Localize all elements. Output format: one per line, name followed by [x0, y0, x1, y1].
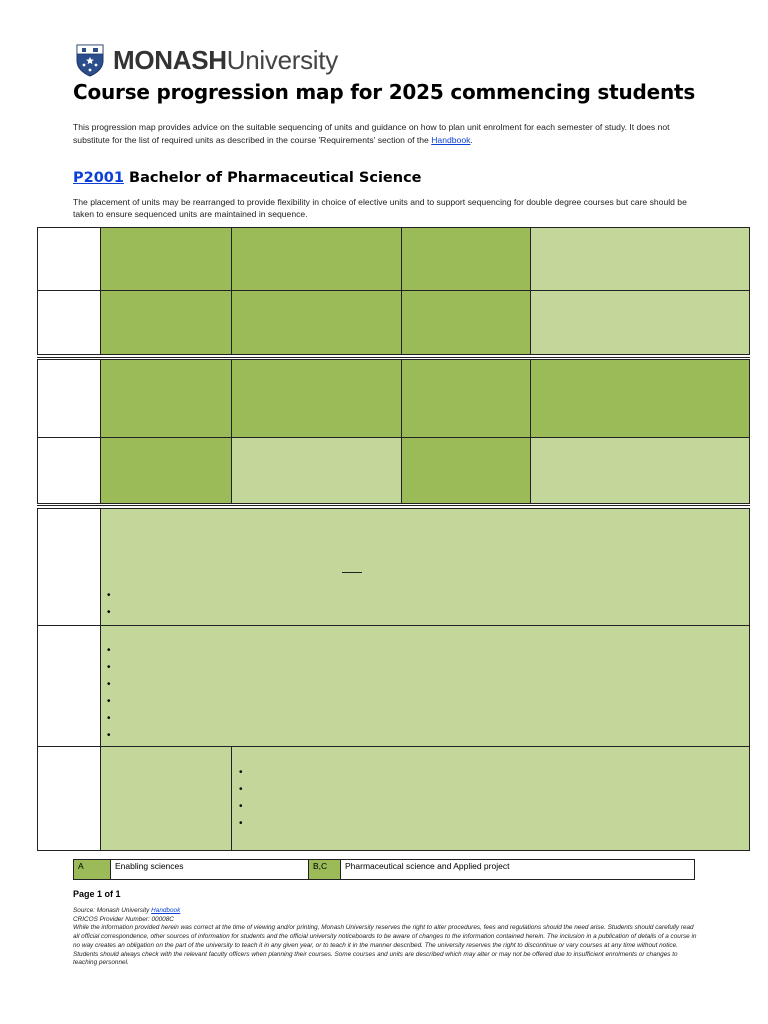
- list-bullet: •: [107, 645, 111, 656]
- unit-cell: [100, 746, 232, 851]
- list-bullet: •: [239, 818, 243, 829]
- year-divider: [37, 505, 750, 506]
- unit-options-cell: [100, 508, 750, 626]
- placement-note: The placement of units may be rearranged to provide flexibility in choice of elective units and to support sequencing for double degree courses but care should be taken to ensure sequenced units are maintained in sequence.: [73, 197, 687, 219]
- course-heading: [73, 170, 422, 186]
- unit-cell: [401, 290, 531, 355]
- logo-monash: MONASH: [113, 45, 227, 75]
- unit-cell: [530, 359, 750, 438]
- year-divider: [37, 357, 750, 358]
- intro-text: This progression map provides advice on the suitable sequencing of units and guidance on how to plan unit enrolment for each semester of study. It does not substitute for the list of required units as described in the course 'Requirements' section of the: [73, 122, 670, 145]
- list-bullet: •: [107, 590, 111, 601]
- course-name: Bachelor of Pharmaceutical Science: [129, 170, 422, 186]
- page-title: Course progression map for 2025 commencing students: [73, 80, 696, 104]
- footer-cricos: CRICOS Provider Number: 00008C: [73, 915, 174, 923]
- year2-sem2-label-cell: [37, 437, 101, 504]
- underline-mark: [342, 572, 362, 573]
- list-bullet: •: [107, 696, 111, 707]
- unit-options-cell: [231, 746, 750, 851]
- unit-cell: [231, 227, 402, 291]
- footer-source-text: Source: Monash University: [73, 907, 150, 914]
- legend-a-label: Enabling sciences: [111, 860, 309, 879]
- handbook-link[interactable]: Handbook: [431, 135, 471, 145]
- unit-cell: [100, 437, 232, 504]
- unit-cell: [530, 290, 750, 355]
- intro-paragraph: [73, 121, 703, 147]
- unit-cell: [401, 359, 531, 438]
- year1-sem2-label-cell: [37, 290, 101, 355]
- legend: [73, 859, 695, 880]
- list-bullet: •: [239, 767, 243, 778]
- unit-cell: [231, 437, 402, 504]
- year1-sem1-label-cell: [37, 227, 101, 291]
- intro-end: .: [470, 135, 473, 145]
- list-bullet: •: [239, 801, 243, 812]
- logo-university: University: [226, 45, 338, 75]
- unit-cell: [401, 437, 531, 504]
- year3-sem1-label-cell: [37, 508, 101, 626]
- legend-bc-swatch: B,C: [309, 860, 341, 879]
- unit-options-cell: [100, 625, 750, 747]
- list-bullet: •: [107, 607, 111, 618]
- unit-cell: [401, 227, 531, 291]
- footer-disclaimer: While the information provided herein was correct at the time of viewing and/or printing, Monash University reserves the right to alter procedures, fees and regulations should the need arise. Students should carefully read all official correspondence, other sources of information for students and the official university noticeboards to be aware of changes to the information contained herein. The inclusion in a publication of details of a course in no way creates an obligation on the part of the university to teach it in any given year, or to teach it in the manner described. The university reserves the right to discontinue or vary courses at any time without notice. Students should always check with the relevant faculty officers when planning their courses. Some courses and units are described which may alter or may not be offered due to insufficient enrolments or changes to teaching personnel.: [73, 924, 697, 967]
- unit-cell: [530, 227, 750, 291]
- unit-cell: [231, 290, 402, 355]
- list-bullet: •: [107, 679, 111, 690]
- list-bullet: •: [107, 713, 111, 724]
- footer-source: [73, 907, 698, 916]
- course-code-link[interactable]: P2001: [73, 170, 124, 186]
- list-bullet: •: [107, 662, 111, 673]
- year4-label-cell: [37, 746, 101, 851]
- list-bullet: •: [107, 730, 111, 741]
- unit-cell: [100, 290, 232, 355]
- footer-handbook-link[interactable]: Handbook: [151, 907, 181, 914]
- monash-crest-icon: [75, 43, 105, 77]
- unit-cell: [100, 359, 232, 438]
- unit-cell: [530, 437, 750, 504]
- list-bullet: •: [239, 784, 243, 795]
- logo-wordmark: [113, 47, 338, 73]
- page-number: Page 1 of 1: [73, 889, 121, 899]
- legend-bc-label: Pharmaceutical science and Applied project: [345, 861, 510, 871]
- monash-logo: [75, 42, 338, 78]
- year2-sem1-label-cell: [37, 359, 101, 438]
- legend-a-swatch: A: [74, 860, 111, 879]
- unit-cell: [100, 227, 232, 291]
- year3-sem2-label-cell: [37, 625, 101, 747]
- unit-cell: [231, 359, 402, 438]
- footer: [73, 907, 698, 968]
